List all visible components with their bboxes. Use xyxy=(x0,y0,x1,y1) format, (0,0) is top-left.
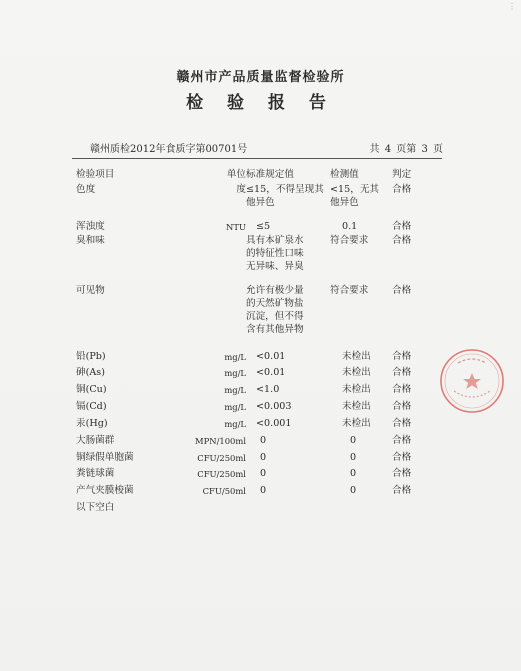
row-judgement: 合格 xyxy=(392,235,412,246)
row-standard: 0 xyxy=(260,452,267,463)
row-judgement: 合格 xyxy=(392,468,412,479)
report-title: 检 验 报 告 xyxy=(186,93,335,113)
row-result: 符合要求 xyxy=(330,235,369,246)
row-unit: MPN/100ml xyxy=(195,436,246,446)
row-unit: 度 xyxy=(236,184,246,195)
row-result: 未检出 xyxy=(342,384,371,395)
row-item: 色度 xyxy=(76,184,96,195)
row-item: 铜(Cu) xyxy=(76,384,107,395)
row-judgement: 合格 xyxy=(392,485,412,496)
row-standard: <0.003 xyxy=(256,401,292,412)
row-item: 浑浊度 xyxy=(76,221,105,232)
row-standard: 具有本矿泉水的特征性口味无异味、异臭 xyxy=(246,235,304,272)
row-item: 可见物 xyxy=(76,285,105,296)
row-result: 0 xyxy=(350,485,357,496)
row-result: 未检出 xyxy=(342,367,371,378)
row-judgement: 合格 xyxy=(392,367,412,378)
header-result: 检测值 xyxy=(330,169,359,180)
row-unit: CFU/250ml xyxy=(197,453,246,463)
header-item: 检验项目 xyxy=(76,169,115,180)
row-item: 大肠菌群 xyxy=(76,435,115,446)
row-standard: 0 xyxy=(260,485,267,496)
row-standard: 0 xyxy=(260,468,267,479)
row-result: 未检出 xyxy=(342,418,371,429)
row-standard: <0.01 xyxy=(256,351,286,362)
row-item: 臭和味 xyxy=(76,235,105,246)
institute-name: 赣州市产品质量监督检验所 xyxy=(176,70,345,85)
row-unit: mg/L xyxy=(224,385,246,395)
row-unit: mg/L xyxy=(224,368,246,378)
header-judgement: 判定 xyxy=(392,169,412,180)
row-unit: NTU xyxy=(226,222,246,232)
header-unit: 单位 xyxy=(226,169,246,180)
row-unit: CFU/50ml xyxy=(202,486,246,496)
row-unit: mg/L xyxy=(224,352,246,362)
row-result: 符合要求 xyxy=(330,285,369,296)
row-standard: ≤5 xyxy=(256,221,271,232)
row-item: 砷(As) xyxy=(76,367,105,378)
row-standard: 允许有极少量的天然矿物盐沉淀，但不得含有其他异物 xyxy=(246,285,304,335)
row-item: 产气夹膜梭菌 xyxy=(76,485,134,496)
row-result: 0 xyxy=(350,452,357,463)
official-stamp xyxy=(434,345,506,417)
row-standard: ≤15，不得呈现其他异色 xyxy=(246,184,324,208)
row-item: 铅(Pb) xyxy=(76,351,106,362)
row-standard: <0.001 xyxy=(256,418,292,429)
row-unit: CFU/250ml xyxy=(197,469,246,479)
row-judgement: 合格 xyxy=(392,435,412,446)
corner-mark: ⋮ xyxy=(508,2,516,11)
row-item: 粪链球菌 xyxy=(76,468,115,479)
row-result: 0 xyxy=(350,468,357,479)
report-number: 赣州质检2012年食质字第00701号 xyxy=(90,144,248,155)
row-standard: <0.01 xyxy=(256,367,286,378)
row-result: 0.1 xyxy=(342,221,358,232)
row-judgement: 合格 xyxy=(392,221,412,232)
row-judgement: 合格 xyxy=(392,285,412,296)
row-judgement: 合格 xyxy=(392,452,412,463)
page-count: 共 4 页第 3 页 xyxy=(369,144,443,155)
row-judgement: 合格 xyxy=(392,418,412,429)
row-result: 未检出 xyxy=(342,401,371,412)
blank-below-note: 以下空白 xyxy=(76,502,115,513)
row-item: 铜绿假单胞菌 xyxy=(76,452,134,463)
row-result: 0 xyxy=(350,435,357,446)
row-item: 镉(Cd) xyxy=(76,401,107,412)
header-rule xyxy=(72,158,442,159)
row-unit: mg/L xyxy=(224,419,246,429)
header-standard: 标准规定值 xyxy=(246,169,294,180)
row-judgement: 合格 xyxy=(392,184,412,195)
row-unit: mg/L xyxy=(224,402,246,412)
row-result: <15，无其他异色 xyxy=(330,184,380,208)
row-standard: <1.0 xyxy=(256,384,280,395)
row-standard: 0 xyxy=(260,435,267,446)
row-judgement: 合格 xyxy=(392,401,412,412)
row-judgement: 合格 xyxy=(392,351,412,362)
row-judgement: 合格 xyxy=(392,384,412,395)
row-item: 汞(Hg) xyxy=(76,418,108,429)
row-result: 未检出 xyxy=(342,351,371,362)
